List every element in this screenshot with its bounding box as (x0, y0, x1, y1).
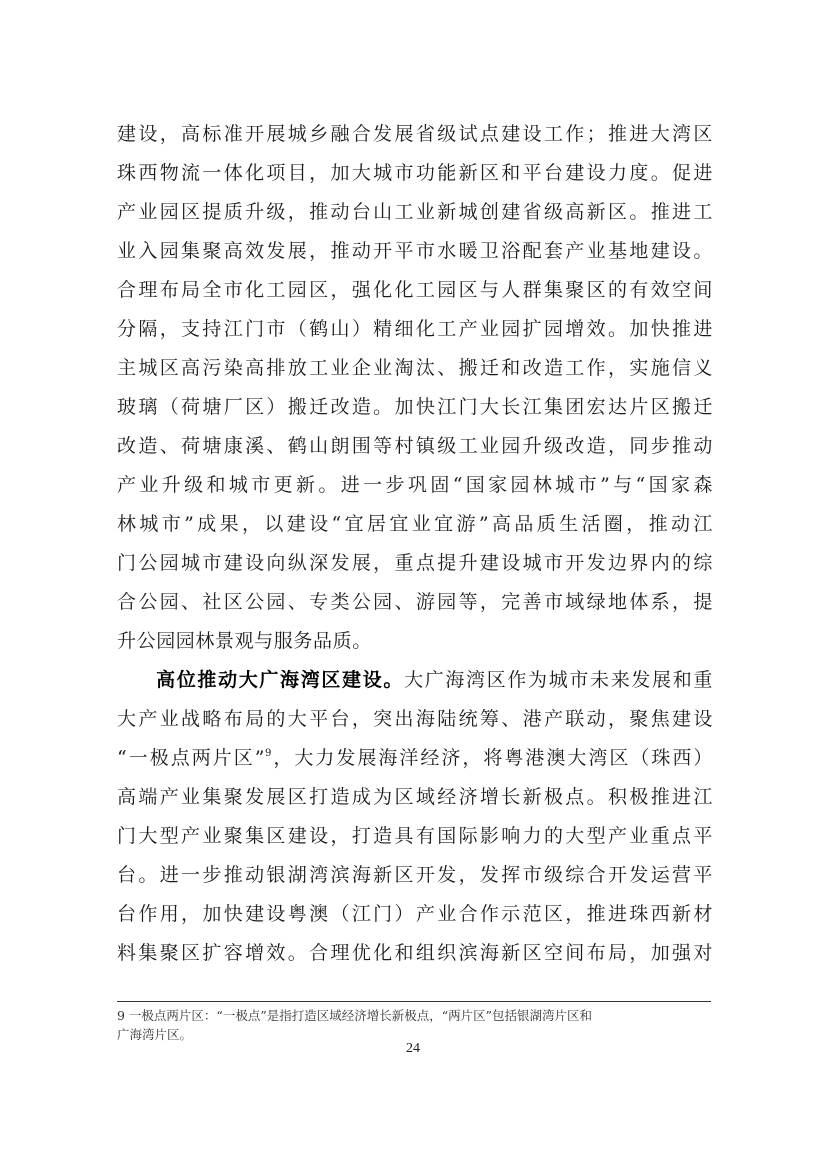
footnote-reference[interactable]: 9 (265, 748, 272, 759)
page-number: 24 (406, 1041, 420, 1056)
body-text-line: 业入园集聚高效发展，推动开平市水暖卫浴配套产业基地建设。 (117, 240, 713, 262)
body-text-line: 高端产业集聚发展区打造成为区域经济增长新极点。积极推进江 (117, 786, 713, 808)
body-text-line: 合公园、社区公园、专类公园、游园等，完善市域绿地体系，提 (117, 591, 713, 613)
body-text-line: 产业园区提质升级，推动台山工业新城创建省级高新区。推进工 (117, 201, 713, 223)
body-text-line: 分隔，支持江门市（鹤山）精细化工产业园扩园增效。加快推进 (117, 318, 713, 340)
section-first-line (117, 662, 713, 698)
body-text-segment: “一极点两片区” (117, 747, 266, 769)
body-text-line: 林城市”成果，以建设“宜居宜业宜游”高品质生活圈，推动江 (117, 513, 713, 535)
body-text-line: 门公园城市建设向纵深发展，重点提升建设城市开发边界内的综 (117, 552, 713, 574)
body-text-line: 料集聚区扩容增效。合理优化和组织滨海新区空间布局，加强对 (117, 942, 713, 964)
body-text-line: 合理布局全市化工园区，强化化工园区与人群集聚区的有效空间 (117, 279, 713, 301)
footnote-text: 广海湾片区。 (117, 1027, 193, 1042)
body-text-line: 升公园园林景观与服务品质。 (117, 630, 372, 652)
body-text-line: 大产业战略布局的大平台，突出海陆统筹、港产联动，聚焦建设 (117, 708, 713, 730)
footnote-divider (117, 1001, 711, 1002)
body-text-line: 主城区高污染高排放工业企业淘汰、搬迁和改造工作，实施信义 (117, 357, 713, 379)
body-text-line: 改造、荷塘康溪、鹤山朗围等村镇级工业园升级改造，同步推动 (117, 435, 713, 457)
body-text-line: 台作用，加快建设粤澳（江门）产业合作示范区，推进珠西新材 (117, 903, 713, 925)
body-text-line: 珠西物流一体化项目，加大城市功能新区和平台建设力度。促进 (117, 162, 713, 184)
body-text-line: 产业升级和城市更新。进一步巩固“国家园林城市”与“国家森 (117, 474, 713, 496)
body-text-line: 玻璃（荷塘厂区）搬迁改造。加快江门大长江集团宏达片区搬迁 (117, 396, 713, 418)
body-text-line: 门大型产业聚集区建设，打造具有国际影响力的大型产业重点平 (117, 825, 713, 847)
body-text-line: 建设，高标准开展城乡融合发展省级试点建设工作；推进大湾区 (117, 123, 713, 145)
footnote-ref-line (117, 740, 713, 776)
section-heading: 高位推动大广海湾区建设。 (155, 669, 405, 691)
section-first-line-text: 大广海湾区作为城市未来发展和重 (404, 669, 713, 691)
footnote-text: 9 一极点两片区：“一极点”是指打造区域经济增长新极点，“两片区”包括银湖湾片区和 (117, 1008, 592, 1023)
body-text-line: 台。进一步推动银湖湾滨海新区开发，发挥市级综合开发运营平 (117, 864, 713, 886)
body-text-segment: ，大力发展海洋经济，将粤港澳大湾区（珠西） (272, 747, 713, 769)
